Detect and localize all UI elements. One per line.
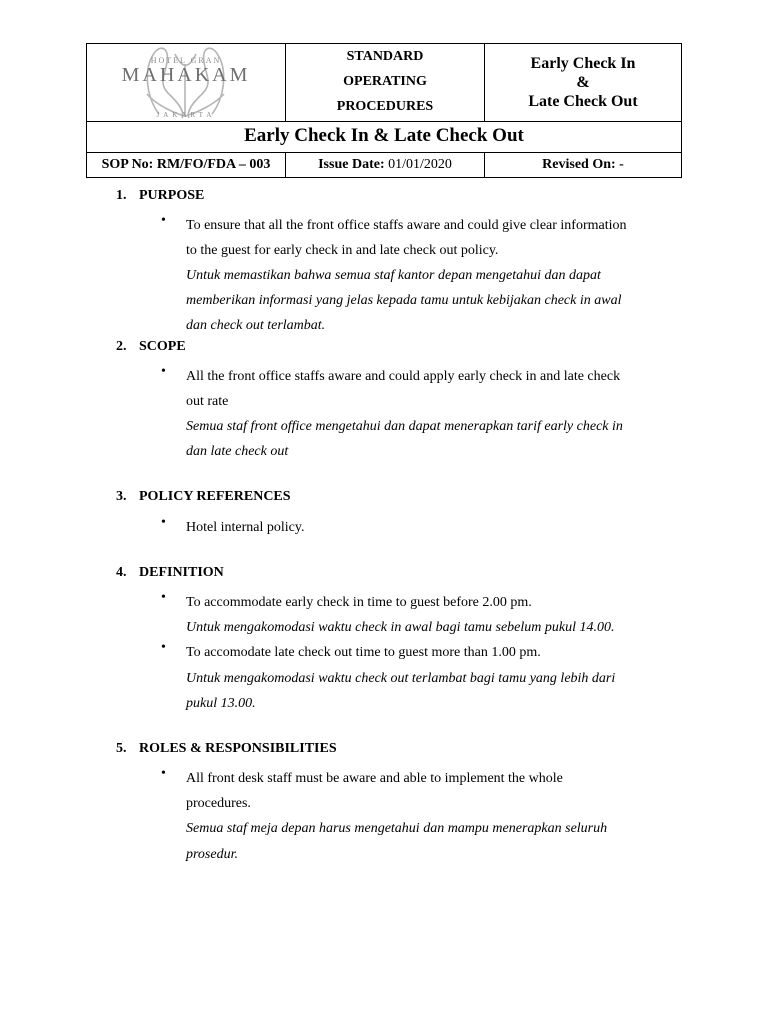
logo-main-text: MAHAKAM — [121, 64, 251, 86]
sop-line-procedures: PROCEDURES — [336, 99, 434, 114]
definition-indonesian-2-line-2: pukul 13.00. — [186, 696, 256, 711]
topic-line-3: Late Check Out — [528, 93, 638, 110]
section-number: 4. — [116, 565, 127, 580]
purpose-indonesian-line-2: memberikan informasi yang jelas kepada tamu untuk kebijakan check in awal — [186, 293, 622, 308]
logo-bottom-text: JAKARTA — [156, 111, 216, 119]
header-row-meta — [87, 153, 681, 177]
section-definition-heading — [116, 565, 224, 581]
section-scope-heading — [116, 339, 186, 355]
bullet-icon: • — [161, 515, 166, 530]
bullet-icon: • — [161, 213, 166, 228]
issue-date-label: Issue Date: — [318, 157, 385, 172]
section-number: 3. — [116, 489, 127, 504]
roles-indonesian-line-2: prosedur. — [186, 847, 238, 862]
roles-indonesian-line-1: Semua staf meja depan harus mengetahui dan mampu menerapkan seluruh — [186, 821, 608, 836]
bullet-icon: • — [161, 364, 166, 379]
sop-header-table — [86, 43, 682, 178]
issue-date — [286, 153, 485, 177]
section-number: 5. — [116, 741, 127, 756]
sop-line-standard: STANDARD — [346, 49, 424, 64]
purpose-indonesian-line-3: dan check out terlambat. — [186, 318, 326, 333]
issue-date-value: 01/01/2020 — [384, 157, 452, 172]
roles-english-line-2: procedures. — [186, 796, 251, 811]
definition-indonesian-2-line-1: Untuk mengakomodasi waktu check out terlambat bagi tamu yang lebih dari — [186, 671, 616, 686]
definition-english-2: To accomodate late check out time to guest more than 1.00 pm. — [186, 645, 541, 660]
sop-label-cell — [286, 44, 485, 121]
revised-on: Revised On: - — [542, 157, 624, 172]
section-number: 1. — [116, 188, 127, 203]
purpose-indonesian-line-1: Untuk memastikan bahwa semua staf kantor depan mengetahui dan dapat — [186, 268, 601, 283]
bullet-icon: • — [161, 590, 166, 605]
purpose-english-line-1: To ensure that all the front office staffs aware and could give clear information — [186, 218, 627, 233]
section-policy-references-heading — [116, 489, 291, 505]
bullet-icon: • — [161, 640, 166, 655]
purpose-english-line-2: to the guest for early check in and late check out policy. — [186, 243, 499, 258]
scope-english-line-1: All the front office staffs aware and could apply early check in and late check — [186, 369, 621, 384]
roles-english-line-1: All front desk staff must be aware and able to implement the whole — [186, 771, 563, 786]
section-roles-heading — [116, 741, 337, 757]
sop-number: SOP No: RM/FO/FDA – 003 — [87, 153, 286, 177]
section-title: SCOPE — [139, 339, 186, 354]
document-title: Early Check In & Late Check Out — [87, 122, 681, 153]
scope-english-line-2: out rate — [186, 394, 229, 409]
section-number: 2. — [116, 339, 127, 354]
section-title: POLICY REFERENCES — [139, 489, 291, 504]
definition-english-1: To accommodate early check in time to guest before 2.00 pm. — [186, 595, 532, 610]
sop-line-operating: OPERATING — [343, 74, 427, 89]
logo-top-text: HOTEL GRAN — [150, 56, 222, 65]
bullet-icon: • — [161, 766, 166, 781]
policy-references-line-1: Hotel internal policy. — [186, 520, 305, 535]
section-purpose-heading — [116, 188, 204, 204]
scope-indonesian-line-2: dan late check out — [186, 444, 289, 459]
section-title: ROLES & RESPONSIBILITIES — [139, 741, 337, 756]
hotel-logo-cell — [87, 44, 286, 121]
topic-line-1: Early Check In — [530, 55, 636, 72]
topic-line-2: & — [576, 74, 590, 91]
definition-indonesian-1: Untuk mengakomodasi waktu check in awal bagi tamu sebelum pukul 14.00. — [186, 620, 615, 635]
header-row-top — [87, 44, 681, 122]
sop-topic-cell — [485, 44, 681, 121]
section-title: DEFINITION — [139, 565, 224, 580]
section-title: PURPOSE — [139, 188, 205, 203]
scope-indonesian-line-1: Semua staf front office mengetahui dan dapat menerapkan tarif early check in — [186, 419, 623, 434]
